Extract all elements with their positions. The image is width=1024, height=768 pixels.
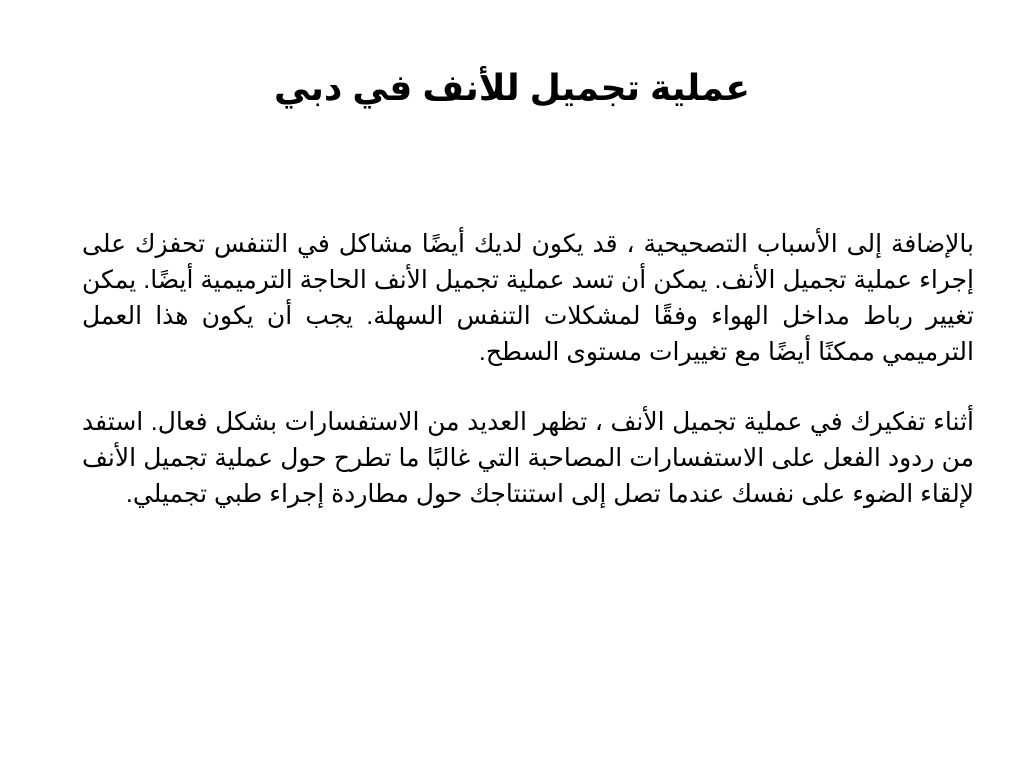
slide-title: عملية تجميل للأنف في دبي <box>273 67 751 108</box>
paragraph-2: أثناء تفكيرك في عملية تجميل الأنف ، تظهر العديد من الاستفسارات بشكل فعال. استفد من ردود الفعل على الاستفسارات المصاحبة التي غالبًا ما تطرح حول عملية تجميل الأنف لإلقاء الضوء على نفسك عندما تصل إلى استنتاجك حول مطاردة إجراء طبي تجميلي. <box>82 408 974 508</box>
paragraph-1: بالإضافة إلى الأسباب التصحيحية ، قد يكون لديك أيضًا مشاكل في التنفس تحفزك على إجراء عملية تجميل الأنف. يمكن أن تسد عملية تجميل الأنف الحاجة الترميمية أيضًا. يمكن تغيير رباط مداخل الهواء وفقًا لمشكلات التنفس السهلة. يجب أن يكون هذا العمل الترميمي ممكنًا أيضًا مع تغييرات مستوى السطح. <box>82 230 974 366</box>
slide-body <box>82 226 974 512</box>
